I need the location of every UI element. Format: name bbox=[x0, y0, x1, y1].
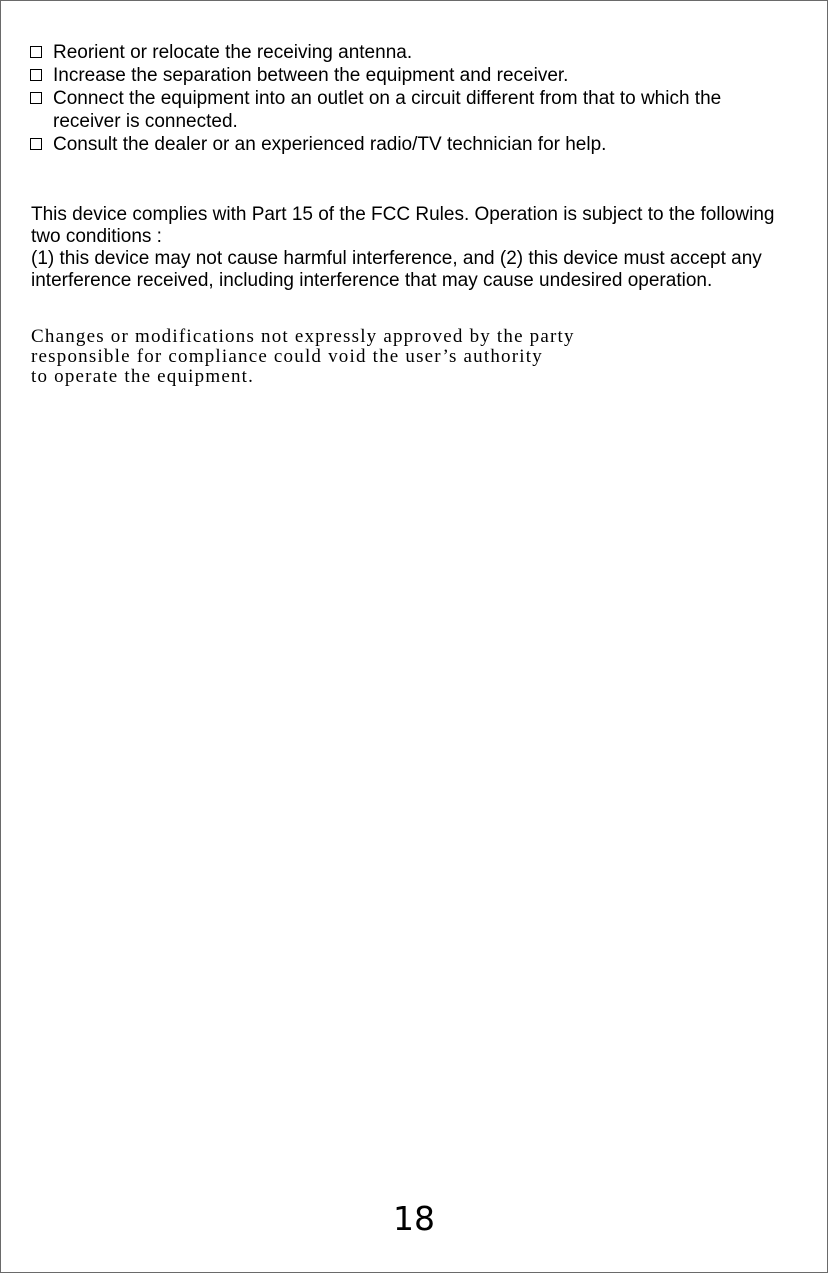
page-number: 18 bbox=[393, 1199, 435, 1238]
list-item-text: Connect the equipment into an outlet on a circuit different from that to which the receiver is connected. bbox=[53, 88, 722, 132]
list-item-text: Reorient or relocate the receiving antenna. bbox=[53, 42, 413, 63]
list-item bbox=[30, 87, 790, 133]
warning-line: Changes or modifications not expressly approved by the party bbox=[31, 326, 575, 347]
checkbox-square-icon bbox=[30, 69, 42, 81]
fcc-compliance-statement bbox=[31, 204, 791, 292]
fcc-conditions-text: (1) this device may not cause harmful interference, and (2) this device must accept any interference received, including interference that may cause undesired operation. bbox=[31, 248, 762, 291]
warning-line: responsible for compliance could void the user’s authority bbox=[31, 346, 543, 367]
list-item-text: Consult the dealer or an experienced radio/TV technician for help. bbox=[53, 134, 607, 155]
modification-warning bbox=[31, 327, 801, 387]
checkbox-square-icon bbox=[30, 138, 42, 150]
list-item bbox=[30, 133, 790, 156]
fcc-intro-text: This device complies with Part 15 of the FCC Rules. Operation is subject to the following two conditions : bbox=[31, 204, 775, 247]
warning-line: to operate the equipment. bbox=[31, 366, 255, 387]
list-item bbox=[30, 64, 790, 87]
list-item-text: Increase the separation between the equipment and receiver. bbox=[53, 65, 569, 86]
list-item bbox=[30, 41, 790, 64]
checkbox-square-icon bbox=[30, 46, 42, 58]
interference-remedies-list bbox=[30, 41, 790, 156]
checkbox-square-icon bbox=[30, 92, 42, 104]
